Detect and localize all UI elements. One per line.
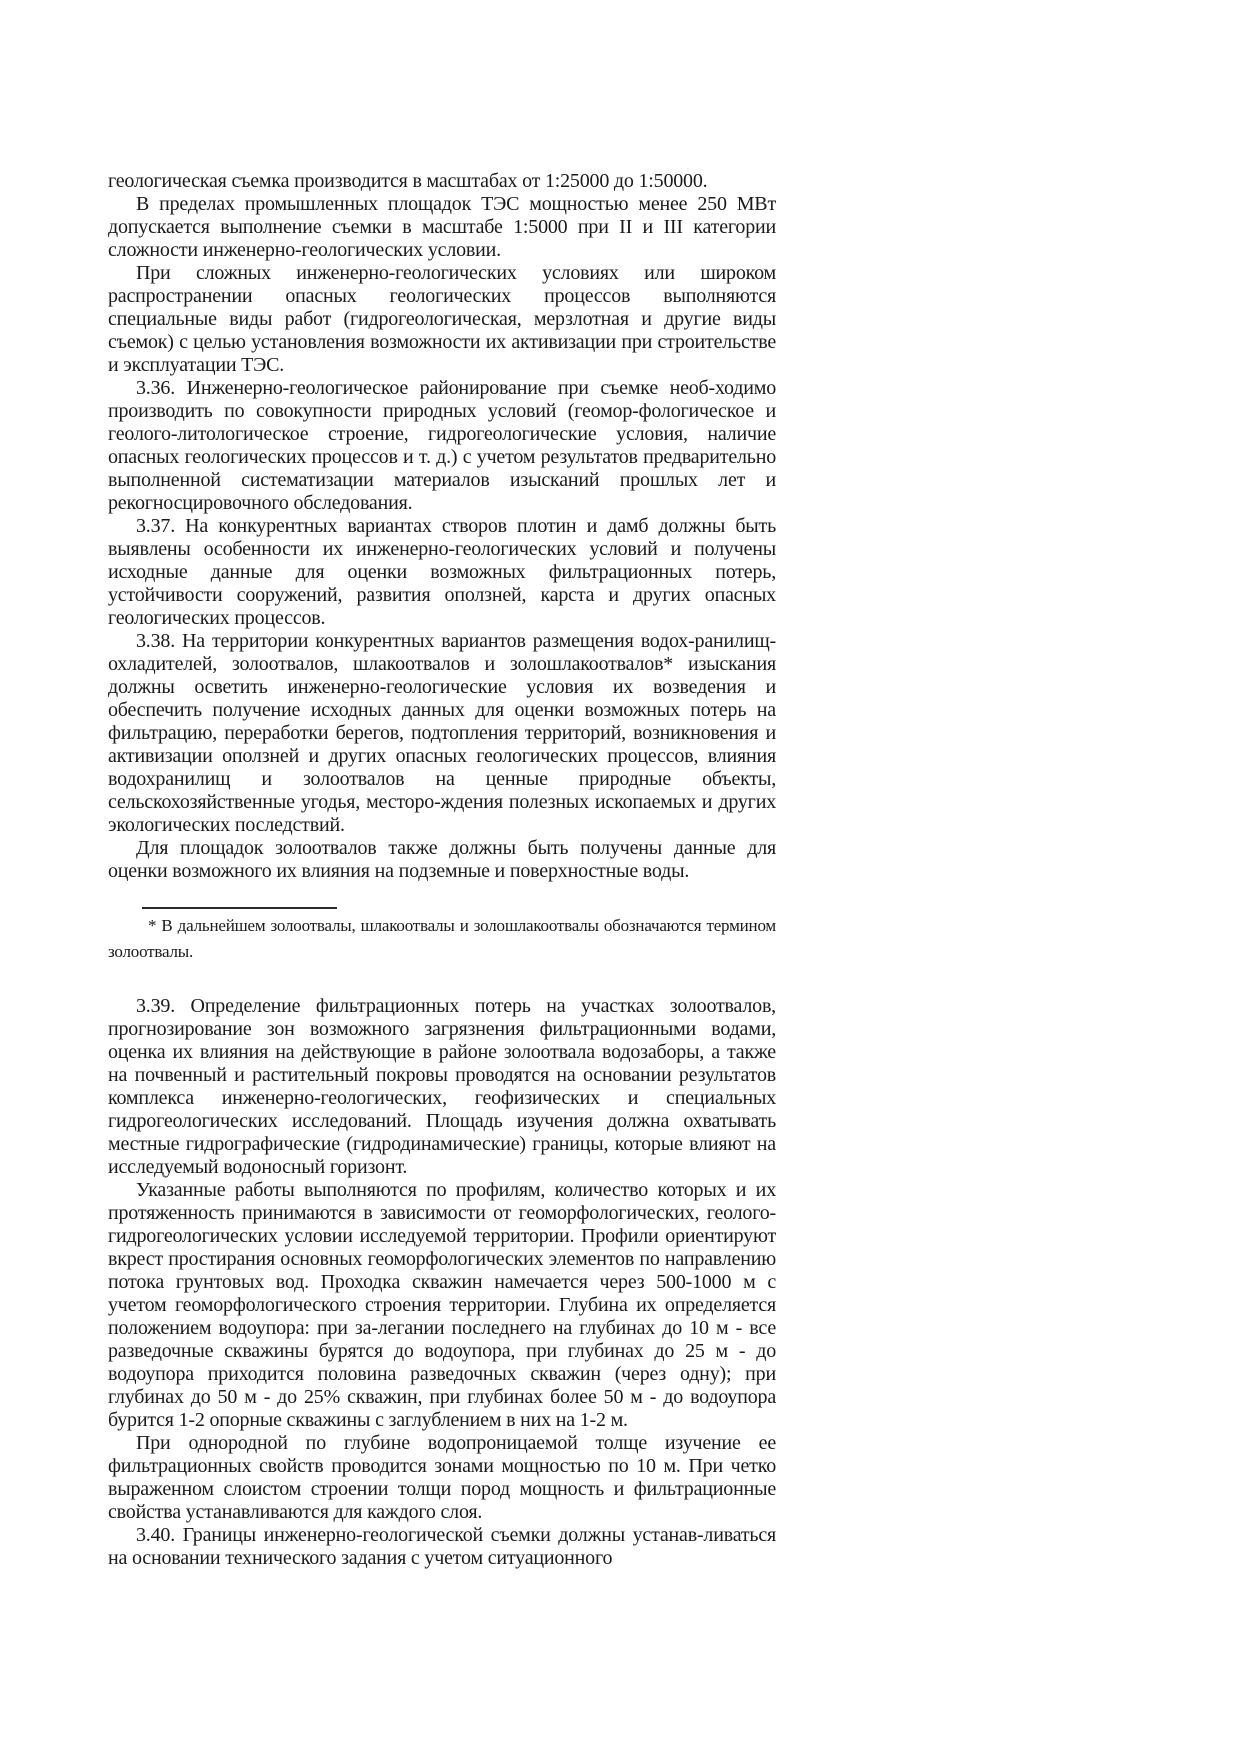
paragraph-profiles-boreholes: Указанные работы выполняются по профилям, количество которых и их протяженность принимаются в зависимости от геоморфологических, геолого-гидрогеологических условии исследуемой территории. Профили ориентируют вкрест простирания основных геоморфологических элементов по направлению потока грунтовых вод. Проходка скважин намечается через 500-1000 м с учетом геоморфологического строения территории. Глубина их определяется положением водоупора: при за-легании последнего на глубинах до 10 м - все разведочные скважины бурятся до водоупора, при глубинах до 25 м - до водоупора приходится половина разведочных скважин (через одну); при глубинах до 50 м - до 25% скважин, при глубинах более 50 м - до водоупора бурится 1-2 опорные скважины с заглублением в них на 1-2 м. bbox=[108, 1179, 776, 1431]
footnote bbox=[108, 907, 776, 965]
text-column bbox=[108, 170, 776, 1570]
text-after-footnote bbox=[108, 995, 776, 1570]
paragraph-3-39: 3.39. Определение фильтрационных потерь на участках золоотвалов, прогнозирование зон возможного загрязнения фильтрационными водами, оценка их влияния на действующие в районе золоотвала водозаборы, а также на почвенный и растительный покровы проводятся на основании результатов комплекса инженерно-геологических, геофизических и специальных гидрогеологических исследований. Площадь изучения должна охватывать местные гидрографические (гидродинамические) границы, которые влияют на исследуемый водоносный горизонт. bbox=[108, 995, 776, 1178]
paragraph-3-38: 3.38. На территории конкурентных вариантов размещения водох-ранилищ-охладителей, золоотвалов, шлакоотвалов и золошлакоотвалов* изыскания должны осветить инженерно-геологические условия их возведения и обеспечить получение исходных данных для оценки возможных потерь на фильтрацию, переработки берегов, подтопления территорий, возникновения и активизации оползней и других опасных геологических процессов, влияния водохранилищ и золоотвалов на ценные природные объекты, сельскохозяйственные угодья, месторо-ждения полезных ископаемых и других экологических последствий. bbox=[108, 630, 776, 836]
paragraph-complex-conditions: При сложных инженерно-геологических условиях или широком распространении опасных геологических процессов выполняются специальные виды работ (гидрогеологическая, мерзлотная и другие виды съемок) с целью установления возможности их активизации при строительстве и эксплуатации ТЭС. bbox=[108, 262, 776, 376]
paragraph-3-37: 3.37. На конкурентных вариантах створов плотин и дамб должны быть выявлены особенности их инженерно-геологических условий и получены исходные данные для оценки возможных фильтрационных потерь, устойчивости сооружений, развития оползней, карста и других опасных геологических процессов. bbox=[108, 515, 776, 629]
paragraph-ash-dump-water-impact: Для площадок золоотвалов также должны быть получены данные для оценки возможного их влияния на подземные и поверхностные воды. bbox=[108, 837, 776, 882]
footnote-text: * В дальнейшем золоотвалы, шлакоотвалы и золошлакоотвалы обозначаются термином золоотвалы. bbox=[108, 916, 776, 961]
paragraph-3-36: 3.36. Инженерно-геологическое районирование при съемке необ-ходимо производить по совокупности природных условий (геомор-фологическое и геолого-литологическое строение, гидрогеологические условия, наличие опасных геологических процессов и т. д.) с учетом результатов предварительно выполненной систематизации материалов изысканий прошлых лет и рекогносцировочного обследования. bbox=[108, 377, 776, 514]
paragraph-tes-industrial-sites: В пределах промышленных площадок ТЭС мощностью менее 250 МВт допускается выполнение съемки в масштабе 1:5000 при II и III категории сложности инженерно-геологических условии. bbox=[108, 193, 776, 261]
footnote-separator bbox=[142, 907, 337, 909]
paragraph-geological-survey-scale: геологическая съемка производится в масштабах от 1:25000 до 1:50000. bbox=[108, 170, 708, 192]
paragraph-homogeneous-strata: При однородной по глубине водопроницаемой толще изучение ее фильтрационных свойств проводится зонами мощностью по 10 м. При четко выраженном слоистом строении толщи пород мощность и фильтрационные свойства устанавливаются для каждого слоя. bbox=[108, 1432, 776, 1523]
paragraph-3-40: 3.40. Границы инженерно-геологической съемки должны устанав-ливаться на основании технического задания с учетом ситуационного bbox=[108, 1524, 776, 1569]
